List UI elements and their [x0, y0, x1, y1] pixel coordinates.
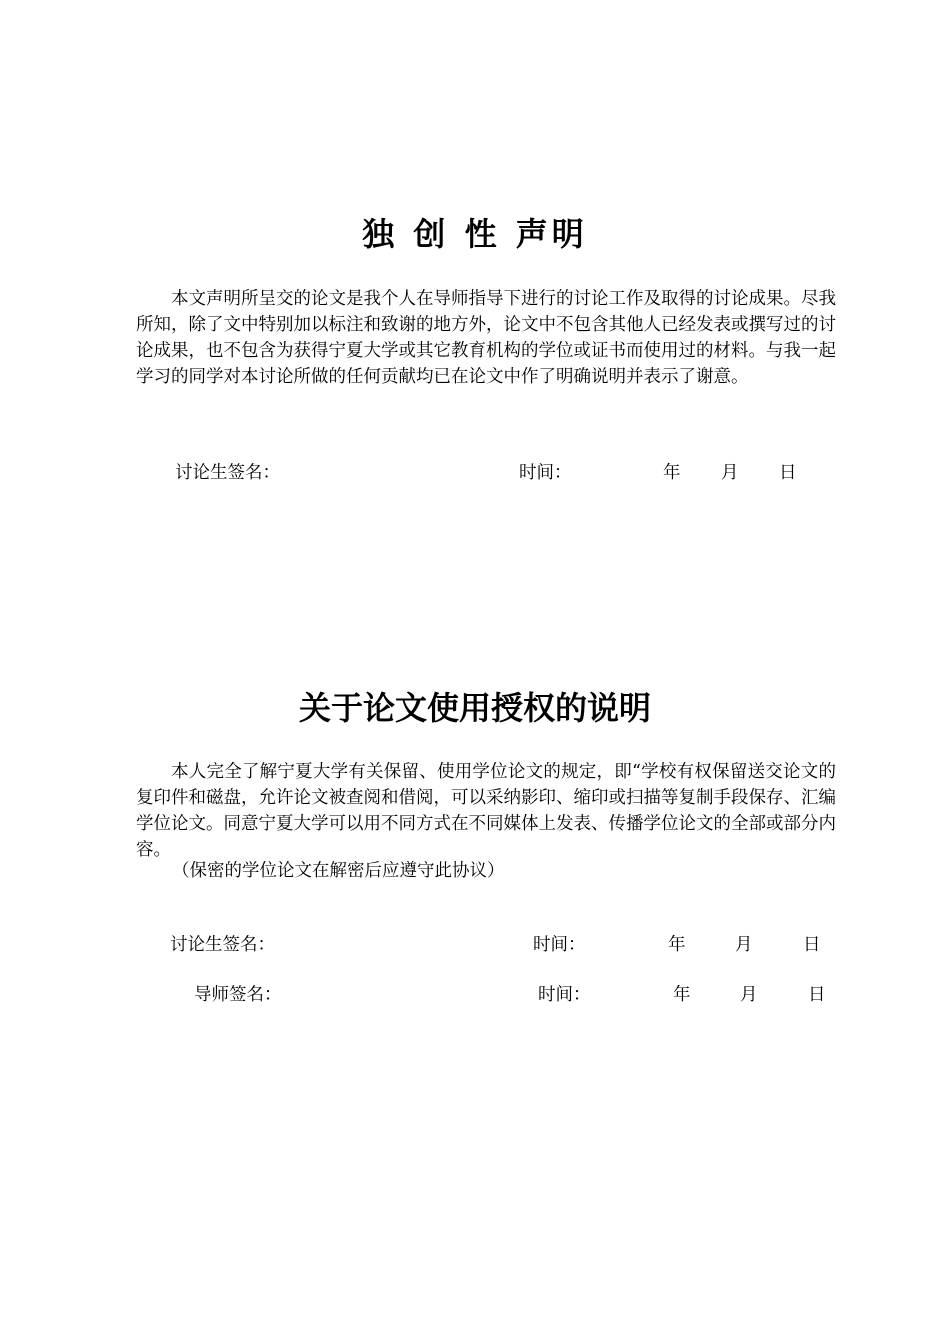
confidential-note: （保密的学位论文在解密后应遵守此协议） — [172, 861, 505, 881]
student-signature-label: 讨论生签名： — [175, 463, 280, 483]
month-label: 月 — [735, 935, 753, 955]
month-label: 月 — [721, 463, 739, 483]
day-label: 日 — [803, 935, 821, 955]
year-label: 年 — [673, 985, 691, 1005]
month-label: 月 — [740, 985, 758, 1005]
day-label: 日 — [808, 985, 826, 1005]
authorization-title: 关于论文使用授权的说明 — [298, 689, 651, 727]
time-label: 时间： — [538, 985, 591, 1005]
originality-statement-title: 独 创 性 声明 — [362, 215, 588, 253]
student-signature-label: 讨论生签名： — [170, 935, 275, 955]
originality-statement-paragraph: 本文声明所呈交的论文是我个人在导师指导下进行的讨论工作及取得的讨论成果。尽我所知，除了文中特别加以标注和致谢的地方外，论文中不包含其他人已经发表或撰写过的讨论成果，也不包含为获得宁夏大学或其它教育机构的学位或证书而使用过的材料。与我一起学习的同学对本讨论所做的任何贡献均已在论文中作了明确说明并表示了谢意。 — [136, 289, 836, 387]
advisor-signature-label: 导师签名： — [194, 985, 282, 1005]
time-label: 时间： — [519, 463, 572, 483]
year-label: 年 — [668, 935, 686, 955]
day-label: 日 — [779, 463, 797, 483]
year-label: 年 — [663, 463, 681, 483]
time-label: 时间： — [533, 935, 586, 955]
authorization-paragraph: 本人完全了解宁夏大学有关保留、使用学位论文的规定，即“学校有权保留送交论文的复印件和磁盘，允许论文被查阅和借阅，可以采纳影印、缩印或扫描等复制手段保存、汇编学位论文。同意宁夏大学可以用不同方式在不同媒体上发表、传播学位论文的全部或部分内容。 — [136, 762, 836, 860]
